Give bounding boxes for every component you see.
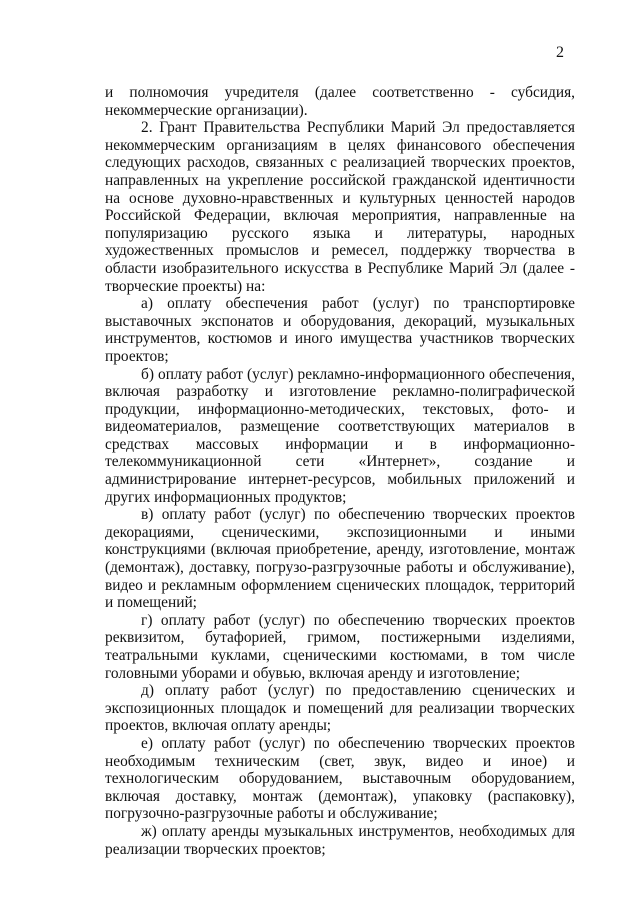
paragraph-item-2: 2. Грант Правительства Республики Марий Эл предоставляется некоммерческим организациям в целях финансового обеспечения следующих расходов, связанных с реализацией творческих проектов, направленных на укрепление российской гражданской идентичности на основе духовно-нравственных и культурных ценностей народов Российской Федерации, включая мероприятия, направленные на популяризацию русского языка и литературы, народных художественных промыслов и ремесел, поддержку творчества в области изобразительного искусства в Республике Марий Эл (далее - творческие проекты) на: [105,119,575,295]
paragraph-subitem-e: е) оплату работ (услуг) по обеспечению творческих проектов необходимым техническим (свет, звук, видео и иное) и технологическим оборудованием, выставочным оборудованием, включая доставку, монтаж (демонтаж), упаковку (распаковку), погрузочно-разгрузочные работы и обслуживание; [105,734,575,823]
paragraph-subitem-zh: ж) оплату аренды музыкальных инструментов, необходимых для реализации творческих проектов; [105,822,575,858]
document-body [105,84,575,858]
page-number: 2 [556,44,564,61]
paragraph-continuation: и полномочия учредителя (далее соответственно - субсидия, некоммерческие организации). [105,84,575,119]
paragraph-subitem-a: а) оплату обеспечения работ (услуг) по транспортировке выставочных экспонатов и оборудования, декораций, музыкальных инструментов, костюмов и иного имущества участников творческих проектов; [105,295,575,365]
paragraph-subitem-g: г) оплату работ (услуг) по обеспечению творческих проектов реквизитом, бутафорией, гримом, постижерными изделиями, театральными куклами, сценическими костюмами, в том числе головными уборами и обувью, включая аренду и изготовление; [105,611,575,682]
paragraph-subitem-d: д) оплату работ (услуг) по предоставлению сценических и экспозиционных площадок и помещений для реализации творческих проектов, включая оплату аренды; [105,682,575,735]
paragraph-subitem-b: б) оплату работ (услуг) рекламно-информационного обеспечения, включая разработку и изготовление рекламно-полиграфической продукции, информационно-методических, текстовых, фото- и видеоматериалов, размещение соответствующих материалов в средствах массовых информации и в информационно-телекоммуникационной сети «Интернет», создание и администрирование интернет-ресурсов, мобильных приложений и других информационных продуктов; [105,365,575,506]
paragraph-subitem-v: в) оплату работ (услуг) по обеспечению творческих проектов декорациями, сценическими, экспозиционными и иными конструкциями (включая приобретение, аренду, изготовление, монтаж (демонтаж), доставку, погрузо-разгрузочные работы и обслуживание), видео и рекламным оформлением сценических площадок, территорий и помещений; [105,506,575,612]
